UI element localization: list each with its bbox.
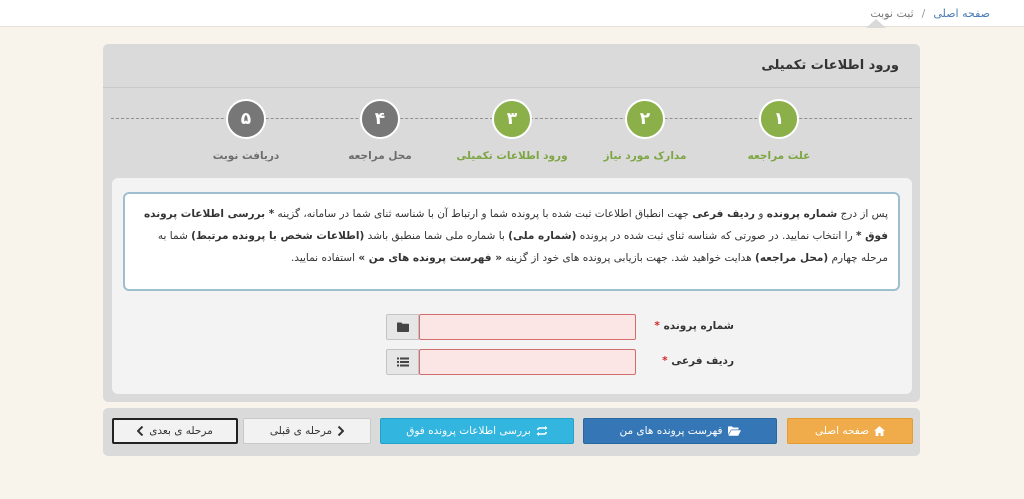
refresh-icon [536, 426, 548, 436]
panel-title: ورود اطلاعات تکمیلی [761, 58, 899, 73]
info-text-2: و [754, 208, 767, 220]
info-text-8: استفاده نمایید. [290, 252, 359, 265]
review-case-button-label: بررسی اطلاعات پرونده فوق [406, 425, 531, 437]
step-3-circle: ٣ [492, 99, 532, 139]
chevron-left-icon [137, 426, 144, 436]
my-cases-button[interactable] [583, 418, 777, 444]
step-1-circle: ١ [759, 99, 799, 139]
info-bold-linked: (اطلاعات شخص با پرونده مرتبط) [191, 230, 365, 243]
step-3-label: ورود اطلاعات تکمیلی [456, 150, 568, 162]
step-5 [181, 99, 311, 162]
next-step-button[interactable] [112, 418, 238, 444]
action-bar [103, 408, 920, 456]
folder-open-icon [728, 426, 741, 436]
info-text-4: را انتخاب نمایید. در صورتی که شناسه ثنای ثبت شده در پرونده [576, 230, 856, 243]
case-number-label-text: شماره پرونده [663, 320, 734, 332]
info-text-3: جهت انطباق اطلاعات ثبت شده با پرونده شما و ارتباط آن با شناسه ثنای شما در سامانه، گزینه [274, 208, 693, 220]
step-3 [447, 99, 577, 162]
review-case-button[interactable] [380, 418, 574, 444]
info-bold-location: (محل مراجعه) [755, 252, 829, 265]
step-1 [714, 99, 844, 162]
previous-step-button[interactable] [243, 418, 371, 444]
my-cases-button-label: فهرست پرونده های من [619, 425, 723, 437]
folder-icon [386, 314, 419, 340]
main-panel [103, 44, 920, 402]
case-number-row [386, 314, 734, 340]
content-box [112, 178, 912, 394]
sub-row-label-text: ردیف فرعی [671, 355, 734, 367]
info-bold-my-cases: « فهرست پرونده های من » [358, 252, 502, 265]
step-4-label: محل مراجعه [348, 150, 412, 162]
info-message [123, 192, 900, 291]
previous-step-button-label: مرحله ی قبلی [269, 425, 333, 437]
step-2 [580, 99, 710, 162]
sub-row-label [662, 355, 734, 367]
info-bold-sub-row: ردیف فرعی [692, 208, 755, 220]
info-bold-case-number: شماره پرونده [766, 208, 838, 220]
breadcrumb-separator: / [921, 7, 926, 20]
panel-divider [103, 87, 920, 88]
info-text-6: شما به مرحله چهارم [157, 230, 888, 265]
breadcrumb-home-link[interactable]: صفحه اصلی [933, 7, 990, 20]
step-1-label: علت مراجعه [747, 150, 811, 162]
step-2-circle: ٢ [625, 99, 665, 139]
info-bold-national-id: (شماره ملی) [508, 230, 577, 243]
home-button-label: صفحه اصلی [814, 425, 870, 437]
breadcrumb-caret [866, 19, 886, 28]
info-text-5: با شماره ملی شما منطبق باشد [364, 230, 509, 243]
breadcrumb-current: ثبت نوبت [870, 7, 914, 20]
chevron-right-icon [337, 426, 344, 436]
next-step-button-label: مرحله ی بعدی [149, 425, 213, 437]
home-button[interactable] [787, 418, 913, 444]
breadcrumb [870, 7, 990, 20]
case-number-label [654, 320, 734, 332]
step-4 [315, 99, 445, 162]
required-mark: * [662, 355, 668, 367]
step-4-circle: ۴ [360, 99, 400, 139]
step-5-label: دریافت نوبت [212, 150, 280, 162]
info-bold-review: * بررسی اطلاعات پرونده فوق * [143, 208, 888, 243]
step-2-label: مدارک مورد نیاز [603, 150, 687, 162]
step-5-circle: ۵ [226, 99, 266, 139]
sub-row-row [386, 349, 734, 375]
sub-row-input[interactable] [419, 349, 636, 375]
home-icon [874, 426, 885, 436]
required-mark: * [654, 320, 660, 332]
case-number-input[interactable] [419, 314, 636, 340]
list-icon [386, 349, 419, 375]
info-text-1: پس از درج [837, 208, 888, 220]
info-text-7: هدایت خواهید شد. جهت بازیابی پرونده های خود از گزینه [502, 252, 756, 265]
